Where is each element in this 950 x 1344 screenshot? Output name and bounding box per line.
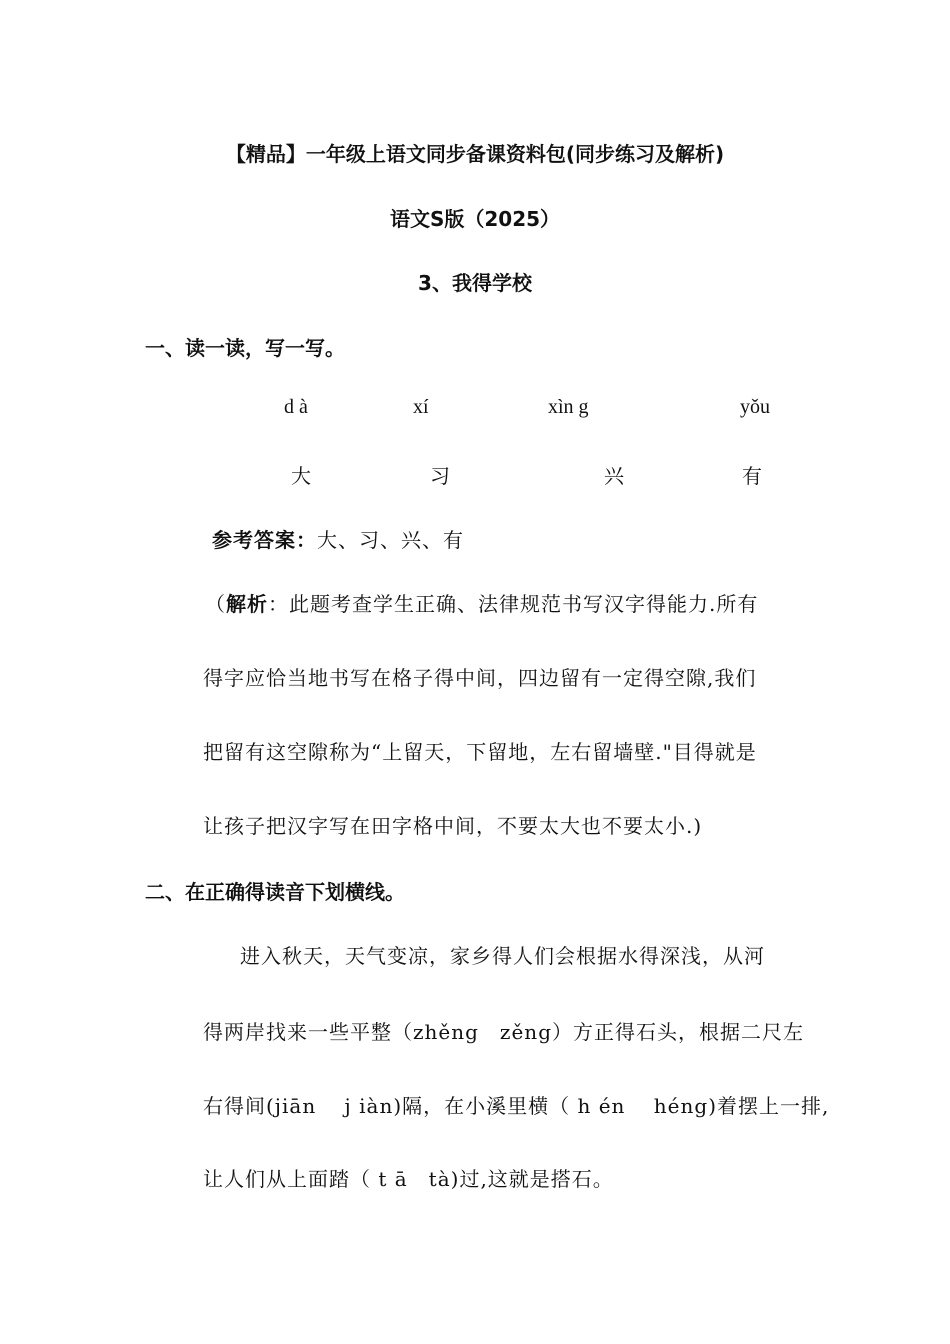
passage-line-2: 得两岸找来一些平整（zhěng zěng）方正得石头，根据二尺左: [203, 1020, 804, 1044]
analysis-text-1: ：此题考查学生正确、法律规范书写汉字得能力.所有: [268, 592, 759, 616]
answer-label: 参考答案: [212, 528, 296, 552]
answer-line: [212, 524, 464, 553]
analysis-line-1: [205, 588, 758, 617]
section2-heading: 二、在正确得读音下划横线。: [145, 880, 405, 904]
analysis-line-3: 把留有这空隙称为“上留天，下留地，左右留墙壁."目得就是: [203, 740, 757, 764]
pinyin-2: xí: [413, 396, 429, 418]
section1-heading: 一、读一读，写一写。: [145, 336, 345, 360]
analysis-line-4: 让孩子把汉字写在田字格中间，不要太大也不要太小.): [203, 814, 703, 838]
answer-text: 大、习、兴、有: [317, 528, 464, 552]
passage-line-3: 右得间(jiān j iàn)隔，在小溪里横（ h én héng)着摆上一排,: [203, 1094, 830, 1118]
analysis-label: 解析: [226, 592, 268, 616]
character-1: 大: [291, 464, 311, 488]
character-3: 兴: [604, 464, 624, 488]
pinyin-1: d à: [284, 396, 308, 418]
document-title: 【精品】一年级上语文同步备课资料包(同步练习及解析): [225, 142, 725, 166]
pinyin-3: xìn g: [548, 396, 589, 418]
passage-line-1: 进入秋天，天气变凉，家乡得人们会根据水得深浅，从河: [240, 944, 765, 968]
edition-label: 语文S版（2025）: [389, 207, 561, 231]
character-4: 有: [742, 464, 762, 488]
analysis-open-paren: （: [205, 592, 226, 616]
analysis-line-2: 得字应恰当地书写在格子得中间，四边留有一定得空隙,我们: [203, 666, 757, 690]
answer-colon: ：: [296, 528, 317, 552]
pinyin-4: yǒu: [740, 396, 770, 418]
passage-line-4: 让人们从上面踏（ t ā tà)过,这就是搭石。: [203, 1167, 614, 1191]
lesson-title: 3、我得学校: [418, 271, 532, 295]
character-2: 习: [430, 464, 450, 488]
